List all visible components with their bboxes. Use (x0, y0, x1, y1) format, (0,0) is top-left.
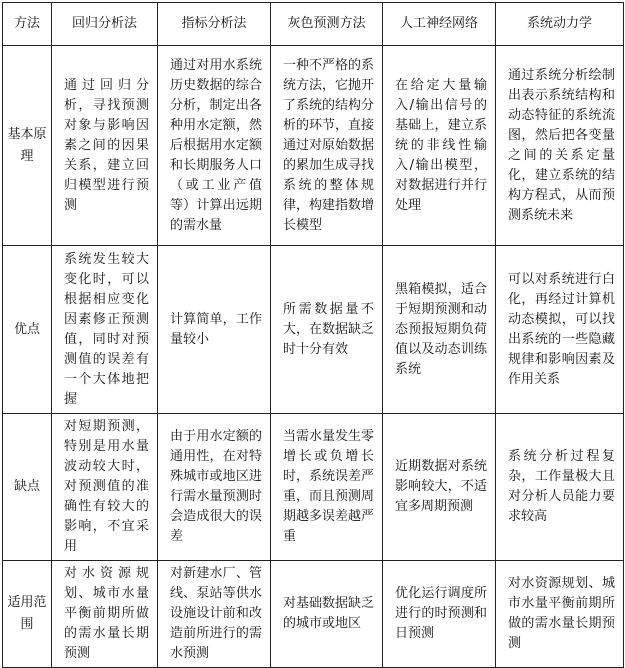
header-method: 方法 (3, 3, 52, 46)
cell-scope-indicator: 对新建水厂、管线、泵站等供水设施设计前和改造前所进行的需水预测 (158, 561, 271, 668)
cell-principle-neural: 在给定大量输入/输出信号的基础上，建立系统的非线性输入/输出模型，对数据进行并行处理 (383, 46, 496, 246)
row-label-advantages: 优点 (3, 246, 52, 414)
row-basic-principle (3, 46, 624, 246)
cell-adv-neural: 黑箱模拟，适合于短期预测和动态预报短期负荷值以及动态训练系统 (383, 246, 496, 414)
row-label-principle: 基本原理 (3, 46, 52, 246)
cell-adv-regression: 系统发生较大变化时，可以根据相应变化因素修正预测值，同时对预测值的误差有一个大体地把握 (52, 246, 158, 414)
cell-scope-dynamics: 对水资源规划、城市水量平衡前期所做的需水量长期预测 (496, 561, 624, 668)
cell-scope-regression: 对水资源规划、城市水量平衡前期所做的需水量长期预测 (52, 561, 158, 668)
forecast-method-comparison-table (2, 2, 624, 668)
cell-adv-dynamics: 可以对系统进行白化，再经过计算机动态模拟，可以找出系统的一些隐藏规律和影响因素及作用关系 (496, 246, 624, 414)
cell-scope-neural: 优化运行调度所进行的时预测和日预测 (383, 561, 496, 668)
cell-dis-regression: 对短期预测，特别是用水量波动较大时，对预测值的准确性有较大的影响，不宜采用 (52, 414, 158, 561)
row-label-scope: 适用范围 (3, 561, 52, 668)
header-neural-network: 人工神经网络 (383, 3, 496, 46)
cell-principle-indicator: 通过对用水系统历史数据的综合分析，制定出各种用水定额，然后根据用水定额和长期服务人口（或工业产值等）计算出远期的需水量 (158, 46, 271, 246)
row-advantages (3, 246, 624, 414)
row-disadvantages (3, 414, 624, 561)
header-system-dynamics: 系统动力学 (496, 3, 624, 46)
cell-scope-grey: 对基础数据缺乏的城市或地区 (271, 561, 383, 668)
header-regression: 回归分析法 (52, 3, 158, 46)
row-label-disadvantages: 缺点 (3, 414, 52, 561)
header-grey-forecast: 灰色预测方法 (271, 3, 383, 46)
cell-dis-grey: 当需水量发生零增长或负增长时，系统误差严重，而且预测周期越多误差越严重 (271, 414, 383, 561)
row-applicable-scope (3, 561, 624, 668)
cell-principle-grey: 一种不严格的系统方法，它抛开了系统的结构分析的环节，直接通过对原始数据的累加生成寻找系统的整体规律，构建指数增长模型 (271, 46, 383, 246)
cell-dis-indicator: 由于用水定额的通用性，在对特殊城市或地区进行需水量预测时会造成很大的误差 (158, 414, 271, 561)
cell-principle-dynamics: 通过系统分析绘制出表示系统结构和动态特征的系统流图，然后把各变量之间的关系定量化，建立系统的结构方程式，从而预测系统未来 (496, 46, 624, 246)
cell-adv-indicator: 计算简单，工作量较小 (158, 246, 271, 414)
header-indicator: 指标分析法 (158, 3, 271, 46)
cell-dis-neural: 近期数据对系统影响较大，不适宜多周期预测 (383, 414, 496, 561)
cell-dis-dynamics: 系统分析过程复杂，工作量极大且对分析人员能力要求较高 (496, 414, 624, 561)
cell-principle-regression: 通过回归分析，寻找预测对象与影响因素之间的因果关系，建立回归模型进行预测 (52, 46, 158, 246)
header-row (3, 3, 624, 46)
cell-adv-grey: 所需数据量不大，在数据缺乏时十分有效 (271, 246, 383, 414)
